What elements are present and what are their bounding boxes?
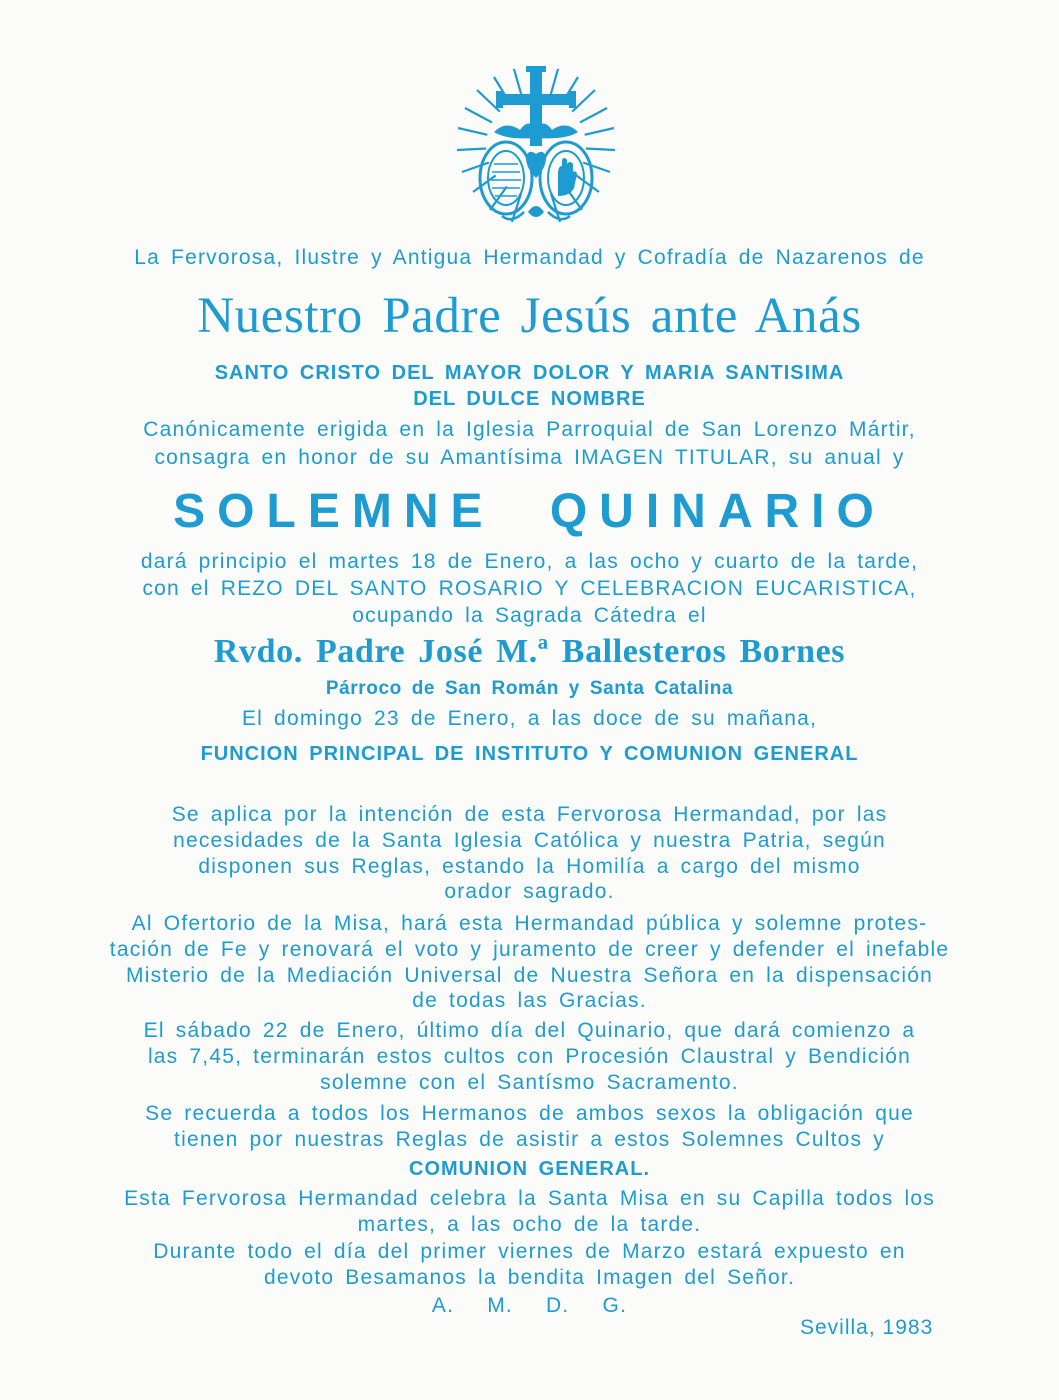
canonical-line: Canónicamente erigida en la Iglesia Parroquial de San Lorenzo Mártir,: [143, 418, 916, 441]
paragraph-1-line: disponen sus Reglas, estando la Homilía a cargo del mismo: [198, 855, 861, 878]
page-title: Nuestro Padre Jesús ante Anás: [197, 288, 862, 344]
paragraph-6-line: devoto Besamanos la bendita Imagen del Señor.: [264, 1266, 795, 1289]
paragraph-6-line: Durante todo el día del primer viernes de Marzo estará expuesto en: [153, 1240, 906, 1263]
funcion-date-line: El domingo 23 de Enero, a las doce de su mañana,: [241, 707, 818, 730]
paragraph-3-line: las 7,45, terminarán estos cultos con Procesión Claustral y Bendición: [147, 1045, 912, 1068]
preacher-name: Rvdo. Padre José M.ª Ballesteros Bornes: [213, 633, 846, 670]
paragraph-3-line: solemne con el Santísmo Sacramento.: [320, 1071, 739, 1094]
funcion-title: FUNCION PRINCIPAL DE INSTITUTO Y COMUNION GENERAL: [200, 743, 859, 765]
paragraph-5-line: Esta Fervorosa Hermandad celebra la Santa Misa en su Capilla todos los: [124, 1187, 935, 1210]
paragraph-4-line: tienen por nuestras Reglas de asistir a estos Solemnes Cultos y: [174, 1128, 885, 1151]
paragraph-1-line: orador sagrado.: [444, 880, 615, 903]
amdg: A. M. D. G.: [431, 1294, 628, 1317]
paragraph-2-line: de todas las Gracias.: [412, 989, 647, 1012]
quinario-title: SOLEMNE QUINARIO: [173, 485, 886, 538]
paragraph-2-line: Al Ofertorio de la Misa, hará esta Hermandad pública y solemne protes-: [131, 912, 928, 935]
preacher-role: Párroco de San Román y Santa Catalina: [325, 678, 734, 699]
paragraph-1-line: necesidades de la Santa Iglesia Católica y nuestra Patria, según: [173, 829, 886, 852]
quinario-catedra-line: ocupando la Sagrada Cátedra el: [352, 604, 707, 627]
paragraph-3-line: El sábado 22 de Enero, último día del Quinario, que dará comienzo a: [143, 1019, 916, 1042]
subtitle-line-2: DEL DULCE NOMBRE: [413, 388, 646, 410]
paragraph-1-line: Se aplica por la intención de esta Fervorosa Hermandad, por las: [171, 803, 888, 826]
paragraph-5-line: martes, a las ocho de la tarde.: [357, 1213, 702, 1236]
consecration-line: consagra en honor de su Amantísima IMAGEN TITULAR, su anual y: [154, 446, 905, 469]
paragraph-2-line: tación de Fe y renovará el voto y juramento de creer y defender el inefable: [109, 938, 950, 961]
intro-line: La Fervorosa, Ilustre y Antigua Hermandad y Cofradía de Nazarenos de: [134, 246, 925, 269]
comunion-general: COMUNION GENERAL.: [409, 1158, 650, 1180]
quinario-rosary-line: con el REZO DEL SANTO ROSARIO Y CELEBRACION EUCARISTICA,: [142, 577, 917, 600]
place-date: Sevilla, 1983: [800, 1316, 934, 1339]
brotherhood-crest-icon: [454, 62, 618, 230]
paragraph-2-line: Misterio de la Mediación Universal de Nuestra Señora en la dispensación: [126, 964, 933, 987]
subtitle-line-1: SANTO CRISTO DEL MAYOR DOLOR Y MARIA SANTISIMA: [214, 362, 845, 384]
quinario-start-line: dará principio el martes 18 de Enero, a las ocho y cuarto de la tarde,: [140, 550, 919, 573]
paragraph-4-line: Se recuerda a todos los Hermanos de ambos sexos la obligación que: [145, 1102, 914, 1125]
